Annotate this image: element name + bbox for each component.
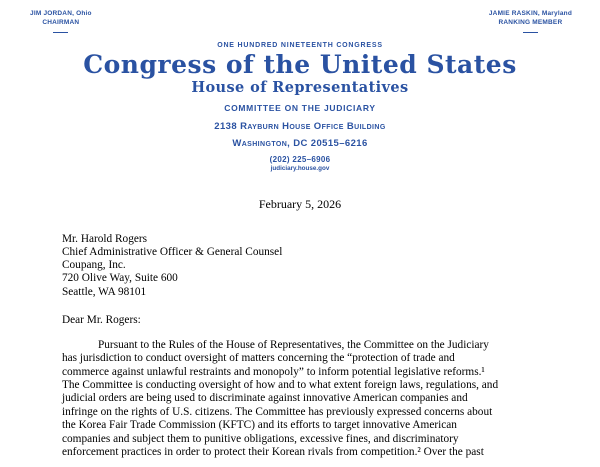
congress-title: Congress of the United States [83,49,517,79]
committee-city: Washington, DC 20515–6216 [232,137,368,149]
body-line: has jurisdiction to conduct oversight of matters concerning the “protection of trade and [62,352,455,365]
ranking-member-name: JAMIE RASKIN, Maryland [488,10,572,17]
letterhead-center [0,42,600,172]
body-line: Pursuant to the Rules of the House of Representatives, the Committee on the Judiciary [98,338,489,351]
letter-date: February 5, 2026 [258,196,342,211]
chairman-name: JIM JORDAN, Ohio [30,10,92,17]
chairman-title: CHAIRMAN [42,19,80,27]
recipient-address-line: Mr. Harold Rogers [62,232,148,245]
committee-name: COMMITTEE ON THE JUDICIARY [224,102,376,113]
recipient-address-line: Chief Administrative Officer & General Counsel [62,246,283,259]
body-line: infringe on the rights of U.S. citizens. The Committee has previously expressed concerns about [62,405,493,418]
body-line: companies and subject them to punitive obligations, excessive fines, and discriminatory [62,432,459,445]
salutation: Dear Mr. Rogers: [62,313,141,326]
recipient-address [62,233,600,299]
chairman-block [30,9,92,33]
body-line: commerce against unlawful restraints and monopoly” to inform potential legislative reforms.¹ [62,365,485,378]
recipient-address-line: Seattle, WA 98101 [62,285,147,298]
committee-website: judiciary.house.gov [270,164,330,172]
body-line: The Committee is conducting oversight of how and to what extent foreign laws, regulations, and [62,379,499,392]
letterhead-top [0,0,600,33]
divider [523,32,538,33]
congress-session: ONE HUNDRED NINETEENTH CONGRESS [217,41,383,49]
chamber-title: House of Representatives [191,78,409,96]
committee-phone: (202) 225–6906 [269,154,331,164]
letter-body [62,339,543,460]
body-line: enforcement practices in order to protect their Korean rivals from competition.² Over the past [62,446,484,459]
body-line: judicial orders are being used to discriminate against innovative American companies and [62,392,468,405]
recipient-address-line: 720 Olive Way, Suite 600 [62,272,178,285]
divider [53,32,68,33]
ranking-member-block [489,9,572,33]
committee-address: 2138 Rayburn House Office Building [214,120,386,132]
body-line: the Korea Fair Trade Commission (KFTC) and its efforts to target innovative American [62,419,457,432]
recipient-address-line: Coupang, Inc. [62,259,126,272]
ranking-member-title: RANKING MEMBER [498,19,563,27]
